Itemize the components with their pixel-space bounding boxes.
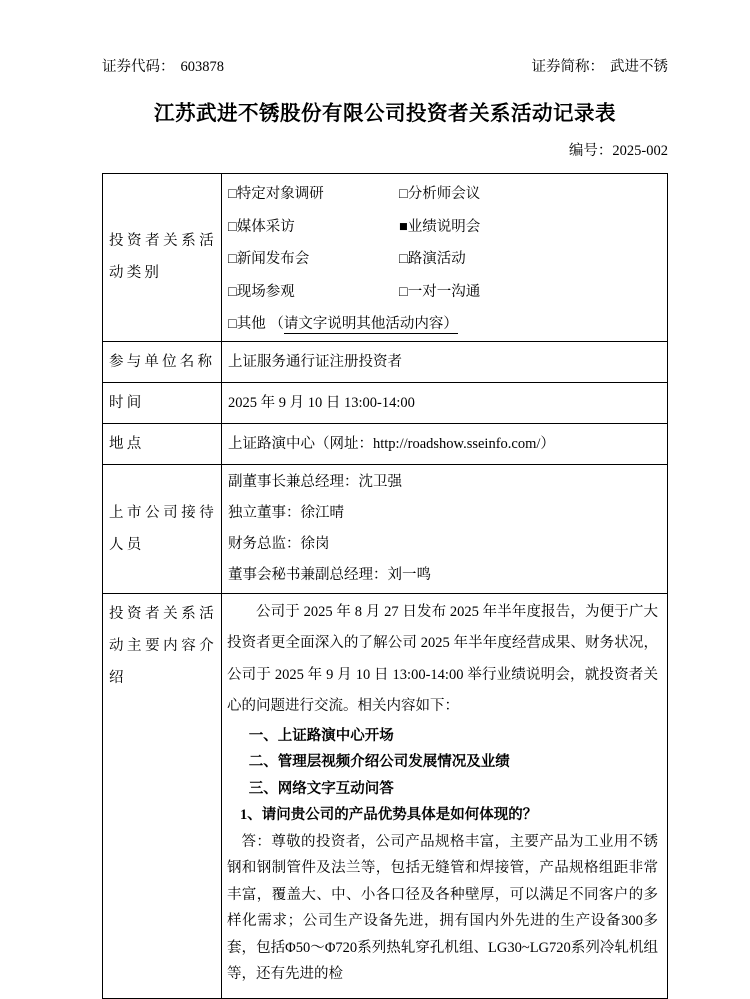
checkbox-unchecked-icon: □ xyxy=(228,283,237,300)
checkbox-grid xyxy=(228,178,659,308)
reception-line: 董事会秘书兼副总经理：刘一鸣 xyxy=(228,566,431,583)
party-value: 上证服务通行证注册投资者 xyxy=(222,341,668,382)
page-title: 江苏武进不锈股份有限公司投资者关系活动记录表 xyxy=(154,103,616,125)
checkbox-unchecked-icon: □ xyxy=(228,316,237,332)
checkbox-option-label: 路演活动 xyxy=(407,251,466,267)
checkbox-option-one-on-one xyxy=(399,276,659,309)
checkbox-unchecked-icon: □ xyxy=(228,186,237,202)
row-time xyxy=(103,382,668,423)
main-content-body xyxy=(222,594,667,988)
row-activity-type xyxy=(103,174,668,342)
stock-code-value: 603878 xyxy=(180,59,224,75)
content-section-3: 三、网络文字互动问答 xyxy=(248,780,394,797)
stock-abbr-label: 证券简称： xyxy=(531,59,604,75)
checkbox-option-special-survey xyxy=(228,178,399,211)
reception-lines xyxy=(222,465,667,593)
checkbox-checked-icon: ■ xyxy=(399,218,408,235)
row-place xyxy=(103,423,668,464)
record-table xyxy=(102,173,668,999)
row-main-content xyxy=(103,593,668,998)
checkbox-option-label: 分析师会议 xyxy=(407,186,481,202)
main-content-label: 投资者关系活动主要内容介绍 xyxy=(103,593,222,998)
row-reception xyxy=(103,464,668,593)
content-intro-paragraph: 公司于 2025 年 8 月 27 日发布 2025 年半年度报告，为便于广大投资者更全面深入的了解公司 2025 年半年度经营成果、财务状况，公司于 2025 年 9 月 10 日 13:00-14:00 举行业绩说明会，就投资者关心的问题进行交流。相关内容如下： xyxy=(227,603,658,714)
checkbox-unchecked-icon: □ xyxy=(399,186,408,202)
document-page xyxy=(102,58,668,999)
place-value: 上证路演中心（网址：http://roadshow.sseinfo.com/） xyxy=(222,423,668,464)
place-label: 地点 xyxy=(103,423,222,464)
stock-abbr xyxy=(532,58,669,76)
stock-code-label: 证券代码： xyxy=(102,59,175,75)
party-label: 参与单位名称 xyxy=(103,341,222,382)
checkbox-area xyxy=(222,174,667,341)
checkbox-option-label: 业绩说明会 xyxy=(407,218,481,235)
other-note-underlined: 请文字说明其他活动内容） xyxy=(283,316,458,332)
stock-code xyxy=(102,58,224,76)
checkbox-option-roadshow xyxy=(399,243,659,276)
time-label: 时间 xyxy=(103,382,222,423)
doc-number: 编号：2025-002 xyxy=(568,143,668,159)
content-section-1: 一、上证路演中心开场 xyxy=(248,727,394,744)
checkbox-unchecked-icon: □ xyxy=(399,283,408,300)
reception-label: 上市公司接待人员 xyxy=(103,464,222,593)
checkbox-option-label: 特定对象调研 xyxy=(236,186,324,202)
checkbox-option-site-visit xyxy=(228,276,399,309)
checkbox-unchecked-icon: □ xyxy=(399,251,408,267)
content-question-1: 1、请问贵公司的产品优势具体是如何体现的？ xyxy=(240,807,538,823)
reception-line: 副董事长兼总经理：沈卫强 xyxy=(228,473,402,490)
activity-type-options-cell xyxy=(222,174,668,342)
security-header xyxy=(102,58,668,76)
checkbox-unchecked-icon: □ xyxy=(228,218,237,235)
content-section-2: 二、管理层视频介绍公司发展情况及业绩 xyxy=(248,754,510,770)
row-party xyxy=(103,341,668,382)
checkbox-option-analyst-meeting xyxy=(399,178,659,211)
checkbox-option-label: 媒体采访 xyxy=(236,218,295,235)
reception-line: 财务总监：徐岗 xyxy=(228,535,330,552)
other-note-prefix: （ xyxy=(269,316,284,332)
time-value: 2025 年 9 月 10 日 13:00-14:00 xyxy=(222,382,668,423)
checkbox-option-label: 一对一沟通 xyxy=(407,283,481,300)
checkbox-option-media-interview xyxy=(228,211,399,244)
checkbox-option-label: 新闻发布会 xyxy=(236,251,310,267)
checkbox-option-other xyxy=(228,308,659,341)
stock-abbr-value: 武进不锈 xyxy=(610,59,668,75)
checkbox-option-label: 其他 xyxy=(236,316,266,332)
main-content-cell xyxy=(222,593,668,998)
checkbox-option-press-conference xyxy=(228,243,399,276)
activity-type-label: 投资者关系活动类别 xyxy=(103,174,222,342)
reception-value-cell xyxy=(222,464,668,593)
checkbox-option-earnings-briefing xyxy=(399,211,659,244)
content-answer-1: 答：尊敬的投资者，公司产品规格丰富，主要产品为工业用不锈钢和钢制管件及法兰等，包括无缝管和焊接管，产品规格组距非常丰富，覆盖大、中、小各口径及各种壁厚，可以满足不同客户的多样化需求；公司生产设备先进，拥有国内外先进的生产设备300多套，包括Φ50～Φ720系列热轧穿孔机组、LG30~LG720系列冷轧机组等，还有先进的检 xyxy=(227,833,658,982)
checkbox-unchecked-icon: □ xyxy=(228,251,237,267)
reception-line: 独立董事：徐江晴 xyxy=(228,504,344,521)
checkbox-option-label: 现场参观 xyxy=(236,283,295,300)
